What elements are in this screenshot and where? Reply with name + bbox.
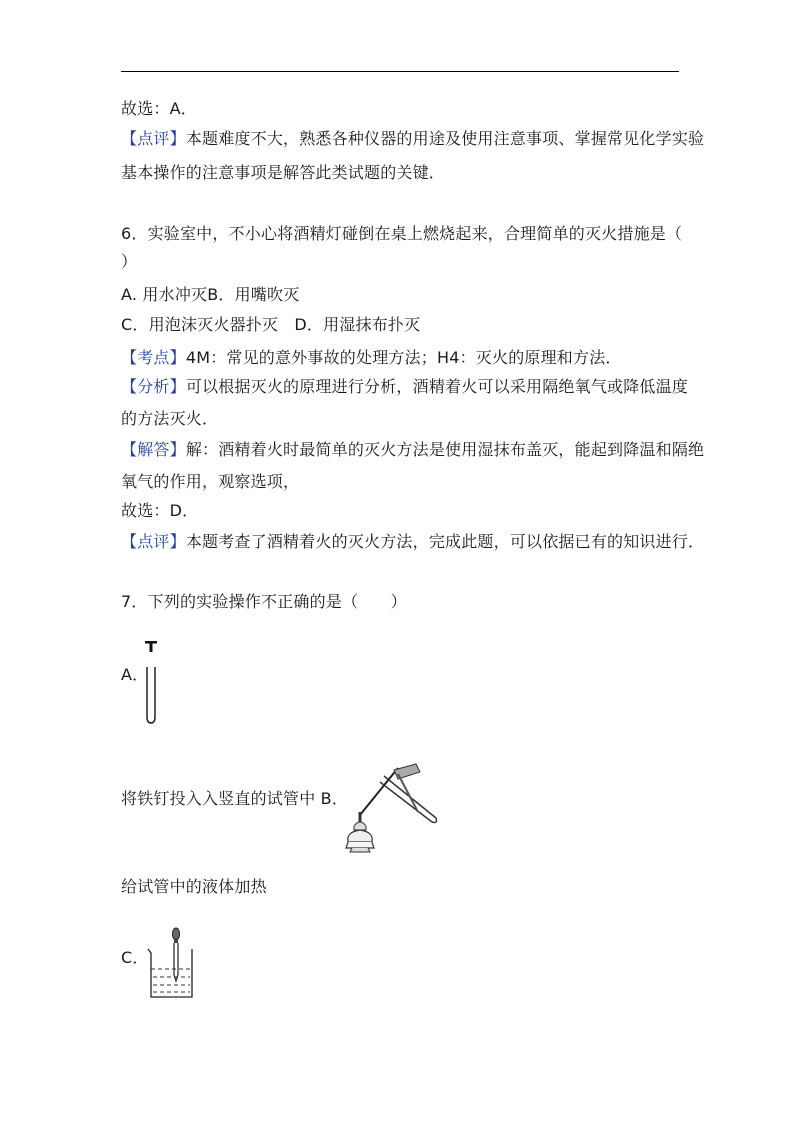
- kaodian-tag: 【考点】: [121, 348, 186, 367]
- q6-stem-line-2: ）: [121, 252, 138, 271]
- q6-review: [121, 532, 704, 552]
- q6-stem-line-1: 6．实验室中，不小心将酒精灯碰倒在桌上燃烧起来，合理简单的灭火措施是（: [121, 224, 683, 243]
- review-text: 本题难度不大，熟悉各种仪器的用途及使用注意事项、掌握常见化学实验: [185, 129, 705, 148]
- q7-option-b-text: 给试管中的液体加热: [121, 877, 267, 896]
- q7-option-c-label: C．: [121, 948, 149, 967]
- jieda-text: 解：酒精着火时最简单的灭火方法是使用湿抹布盖灭，能起到降温和隔绝: [185, 440, 705, 459]
- heating-test-tube-figure: [340, 760, 438, 856]
- review-tag: 【点评】: [121, 129, 186, 148]
- q6-jieda-line-1: [121, 440, 704, 460]
- test-tube-nail-figure: [141, 641, 171, 725]
- jieda-tag: 【解答】: [121, 440, 186, 459]
- dropper-beaker-figure: [146, 925, 196, 1001]
- q6-kaodian: [121, 348, 622, 368]
- q6-answer: 故选：D．: [121, 501, 199, 520]
- q6-fenxi-line-2: 的方法灭火．: [121, 409, 219, 428]
- q7-option-a-label: A．: [121, 665, 149, 684]
- review-text: 本题考查了酒精着火的灭火方法，完成此题，可以依据已有的知识进行．: [185, 532, 705, 551]
- kaodian-text: 4M：常见的意外事故的处理方法；H4：灭火的原理和方法．: [185, 348, 622, 367]
- prev-review-line-1: [121, 129, 704, 149]
- q6-fenxi-line-1: [121, 377, 688, 397]
- q6-jieda-line-2: 氧气的作用，观察选项，: [121, 472, 300, 491]
- q6-options-cd: C．用泡沫灭火器扑灭 D．用湿抹布扑灭: [121, 315, 421, 334]
- review-tag: 【点评】: [121, 532, 186, 551]
- prev-review-line-2: 基本操作的注意事项是解答此类试题的关键．: [121, 163, 446, 182]
- prev-answer: 故选：A．: [121, 99, 197, 118]
- q7-option-a-text: 将铁钉投入入竖直的试管中 B．: [121, 789, 349, 808]
- q6-options-ab: A. 用水冲灭B．用嘴吹灭: [121, 285, 300, 304]
- fenxi-tag: 【分析】: [121, 377, 186, 396]
- fenxi-text: 可以根据灭火的原理进行分析，酒精着火可以采用隔绝氧气或降低温度: [185, 377, 689, 396]
- header-rule: [121, 71, 679, 72]
- q7-stem: 7．下列的实验操作不正确的是（ ）: [121, 592, 407, 611]
